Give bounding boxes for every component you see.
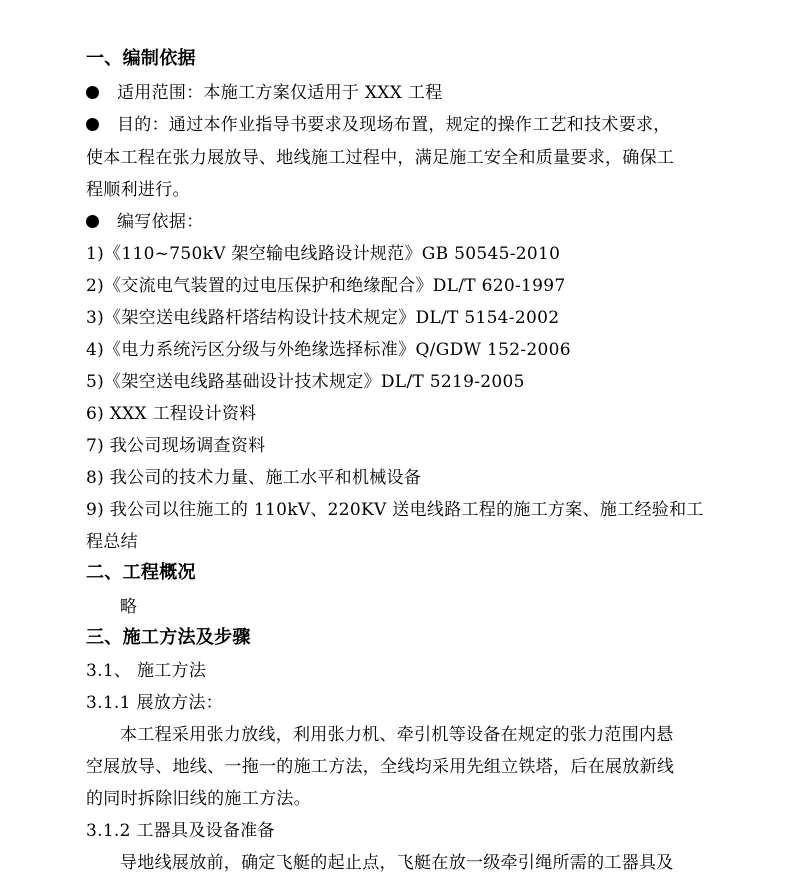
reference-item: 8) 我公司的技术力量、施工水平和机械设备 bbox=[86, 468, 422, 488]
bullet-purpose-text: 目的：通过本作业指导书要求及现场布置，规定的操作工艺和技术要求， bbox=[117, 115, 671, 135]
section-3-1: 3.1、 施工方法 bbox=[86, 661, 207, 681]
bullet-purpose bbox=[86, 110, 671, 135]
reference-item: 1)《110~750kV 架空输电线路设计规范》GB 50545-2010 bbox=[86, 244, 561, 264]
reference-item: 6) XXX 工程设计资料 bbox=[86, 404, 257, 424]
reference-item: 9) 我公司以往施工的 110kV、220KV 送电线路工程的施工方案、施工经验和工 bbox=[86, 500, 704, 520]
reference-item: 3)《架空送电线路杆塔结构设计技术规定》DL/T 5154-2002 bbox=[86, 308, 560, 328]
overview-body: 略 bbox=[120, 597, 138, 617]
paragraph-line: 的同时拆除旧线的施工方法。 bbox=[86, 789, 311, 809]
bullet-icon bbox=[86, 118, 99, 131]
paragraph-line: 空展放导、地线、一拖一的施工方法，全线均采用先组立铁塔，后在展放新线 bbox=[86, 757, 675, 777]
section-3-1-2: 3.1.2 工器具及设备准备 bbox=[86, 821, 275, 841]
reference-item: 7) 我公司现场调查资料 bbox=[86, 436, 266, 456]
paragraph-line: 导地线展放前，确定飞艇的起止点，飞艇在放一级牵引绳所需的工器具及 bbox=[120, 853, 674, 873]
reference-item: 4)《电力系统污区分级与外绝缘选择标准》Q/GDW 152-2006 bbox=[86, 340, 571, 360]
bullet-scope-text: 适用范围：本施工方案仅适用于 XXX 工程 bbox=[117, 83, 443, 103]
reference-item: 5)《架空送电线路基础设计技术规定》DL/T 5219-2005 bbox=[86, 372, 525, 392]
reference-item: 2)《交流电气装置的过电压保护和绝缘配合》DL/T 620-1997 bbox=[86, 276, 566, 296]
paragraph-line: 本工程采用张力放线，利用张力机、牵引机等设备在规定的张力范围内悬 bbox=[120, 725, 674, 745]
paragraph-line: 使本工程在张力展放导、地线施工过程中，满足施工安全和质量要求，确保工 bbox=[86, 148, 675, 168]
bullet-references-text: 编写依据： bbox=[117, 212, 204, 232]
section-3-1-1: 3.1.1 展放方法： bbox=[86, 693, 223, 713]
paragraph-line: 程顺利进行。 bbox=[86, 180, 190, 200]
reference-item: 程总结 bbox=[86, 532, 138, 552]
bullet-references bbox=[86, 207, 204, 232]
heading-construction-method: 三、施工方法及步骤 bbox=[86, 627, 251, 648]
bullet-icon bbox=[86, 215, 99, 228]
bullet-scope bbox=[86, 78, 442, 103]
bullet-icon bbox=[86, 86, 99, 99]
heading-project-overview: 二、工程概况 bbox=[86, 562, 196, 583]
heading-compile-basis: 一、编制依据 bbox=[86, 48, 196, 69]
